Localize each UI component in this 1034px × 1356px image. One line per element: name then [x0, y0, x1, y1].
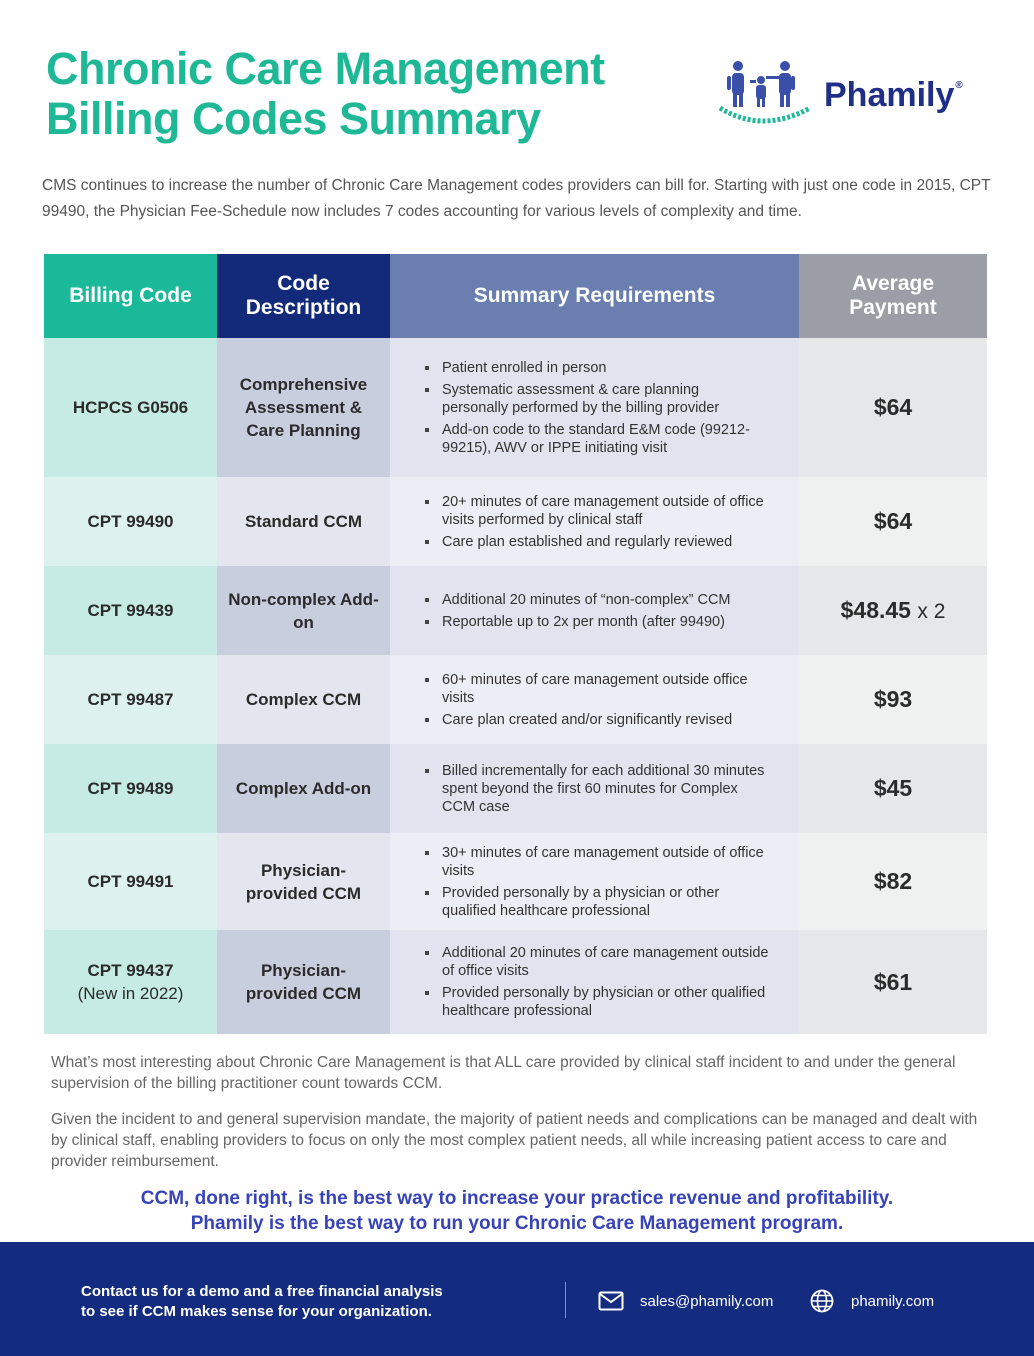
code-description-cell: Physician-provided CCM — [217, 833, 390, 930]
footer-divider — [565, 1282, 566, 1318]
header-code-description — [217, 254, 390, 338]
requirements-list — [420, 671, 769, 729]
requirements-list — [420, 762, 769, 816]
requirements-list — [420, 944, 769, 1020]
list-item: Additional 20 minutes of care management outside of office visits — [420, 944, 769, 980]
code-description-cell: Complex CCM — [217, 655, 390, 744]
table-header-row — [44, 254, 987, 338]
code-description-cell: Comprehensive Assessment & Care Planning — [217, 338, 390, 477]
billing-code-cell: CPT 99491 — [44, 833, 217, 930]
payment-cell: $61 — [799, 930, 987, 1034]
summary-cell — [390, 744, 799, 833]
phamily-logo[interactable] — [714, 58, 994, 132]
globe-icon — [810, 1289, 834, 1313]
title-line-2: Billing Codes Summary — [46, 93, 541, 144]
billing-code-cell — [44, 930, 217, 1034]
intro-paragraph: CMS continues to increase the number of Chronic Care Management codes providers can bill for. Starting with just one code in 2015, CPT 99490, the Physician Fee-Schedule now includes 7 codes accounting for various levels of complexity and time. — [42, 177, 991, 220]
table-row — [44, 338, 987, 477]
envelope-icon — [598, 1291, 624, 1311]
paragraph-supervision-mandate: Given the incident to and general supervision mandate, the majority of patient needs and complications can be managed and dealt with by clinical staff, enabling providers to focus on only the most complex patient needs, all while increasing patient access to care and provider reimbursement. — [51, 1111, 978, 1170]
list-item: Provided personally by a physician or other qualified healthcare professional — [420, 884, 769, 920]
contact-line-2: to see if CCM makes sense for your organization. — [81, 1303, 432, 1320]
email-link[interactable]: sales@phamily.com — [640, 1293, 774, 1310]
header-pay-line-1: Average — [851, 272, 935, 295]
logo-text: Phamily — [824, 76, 955, 114]
billing-code-cell: CPT 99487 — [44, 655, 217, 744]
code-description-cell: Physician-provided CCM — [217, 930, 390, 1034]
billing-code-cell: CPT 99439 — [44, 566, 217, 655]
title-line-1: Chronic Care Management — [46, 43, 605, 94]
list-item: 60+ minutes of care management outside office visits — [420, 671, 769, 707]
header-desc-line-1: Code — [277, 272, 330, 295]
code-description-cell: Non-complex Add-on — [217, 566, 390, 655]
tagline-line-1: CCM, done right, is the best way to increase your practice revenue and profitability. — [140, 1188, 894, 1209]
payment-cell: $64 — [799, 338, 987, 477]
summary-cell — [390, 655, 799, 744]
header-desc-line-2: Description — [245, 296, 362, 319]
paragraph-ccm-interesting: What’s most interesting about Chronic Care Management is that ALL care provided by clinical staff incident to and under the general supervision of the billing practitioner count towards CCM. — [51, 1054, 956, 1092]
code-description-cell: Complex Add-on — [217, 744, 390, 833]
list-item: 30+ minutes of care management outside of office visits — [420, 844, 769, 880]
website-link[interactable]: phamily.com — [851, 1293, 935, 1310]
tagline-line-2: Phamily is the best way to run your Chronic Care Management program. — [190, 1213, 844, 1234]
list-item: Care plan created and/or significantly revised — [420, 711, 769, 729]
payment-cell: $45 — [799, 744, 987, 833]
tagline — [0, 1186, 1034, 1236]
list-item: Billed incrementally for each additional 30 minutes spent beyond the first 60 minutes for Complex CCM case — [420, 762, 769, 816]
code-description-cell: Standard CCM — [217, 477, 390, 566]
table-row — [44, 477, 987, 566]
summary-cell — [390, 930, 799, 1034]
list-item: Reportable up to 2x per month (after 99490) — [420, 613, 769, 631]
footer-bar — [0, 1242, 1034, 1356]
list-item: Additional 20 minutes of “non-complex” CCM — [420, 591, 769, 609]
billing-code-cell: CPT 99490 — [44, 477, 217, 566]
header-summary-requirements: Summary Requirements — [390, 254, 799, 338]
billing-codes-table — [44, 254, 987, 1034]
list-item: Add-on code to the standard E&M code (99212-99215), AWV or IPPE initiating visit — [420, 421, 769, 457]
billing-code-cell: HCPCS G0506 — [44, 338, 217, 477]
new-badge-text: (New in 2022) — [77, 984, 184, 1003]
registered-mark: ® — [955, 80, 963, 91]
list-item: Care plan established and regularly reviewed — [420, 533, 769, 551]
list-item: 20+ minutes of care management outside of office visits performed by clinical staff — [420, 493, 769, 529]
table-row — [44, 744, 987, 833]
list-item: Provided personally by physician or other qualified healthcare professional — [420, 984, 769, 1020]
summary-cell — [390, 338, 799, 477]
page-title — [46, 44, 686, 144]
requirements-list — [420, 844, 769, 920]
list-item: Patient enrolled in person — [420, 359, 769, 377]
header-pay-line-2: Payment — [849, 296, 937, 319]
payment-cell: $64 — [799, 477, 987, 566]
payment-multiplier: x 2 — [917, 600, 946, 623]
table-row — [44, 930, 987, 1034]
billing-code-cell: CPT 99489 — [44, 744, 217, 833]
payment-cell: $93 — [799, 655, 987, 744]
summary-cell — [390, 566, 799, 655]
family-figures-icon — [714, 58, 818, 132]
requirements-list — [420, 591, 769, 631]
table-row — [44, 655, 987, 744]
payment-amount: $48.45 — [840, 597, 911, 623]
requirements-list — [420, 359, 769, 457]
list-item: Systematic assessment & care planning personally performed by the billing provider — [420, 381, 769, 417]
summary-cell — [390, 833, 799, 930]
requirements-list — [420, 493, 769, 551]
contact-line-1: Contact us for a demo and a free financial analysis — [81, 1283, 443, 1300]
contact-call-to-action — [81, 1282, 521, 1322]
header-average-payment — [799, 254, 987, 338]
billing-code: CPT 99437 — [87, 961, 174, 980]
summary-cell — [390, 477, 799, 566]
header-billing-code: Billing Code — [44, 254, 217, 338]
payment-cell: $82 — [799, 833, 987, 930]
table-row — [44, 833, 987, 930]
logo-wordmark — [824, 76, 963, 115]
payment-cell — [799, 566, 987, 655]
table-row — [44, 566, 987, 655]
